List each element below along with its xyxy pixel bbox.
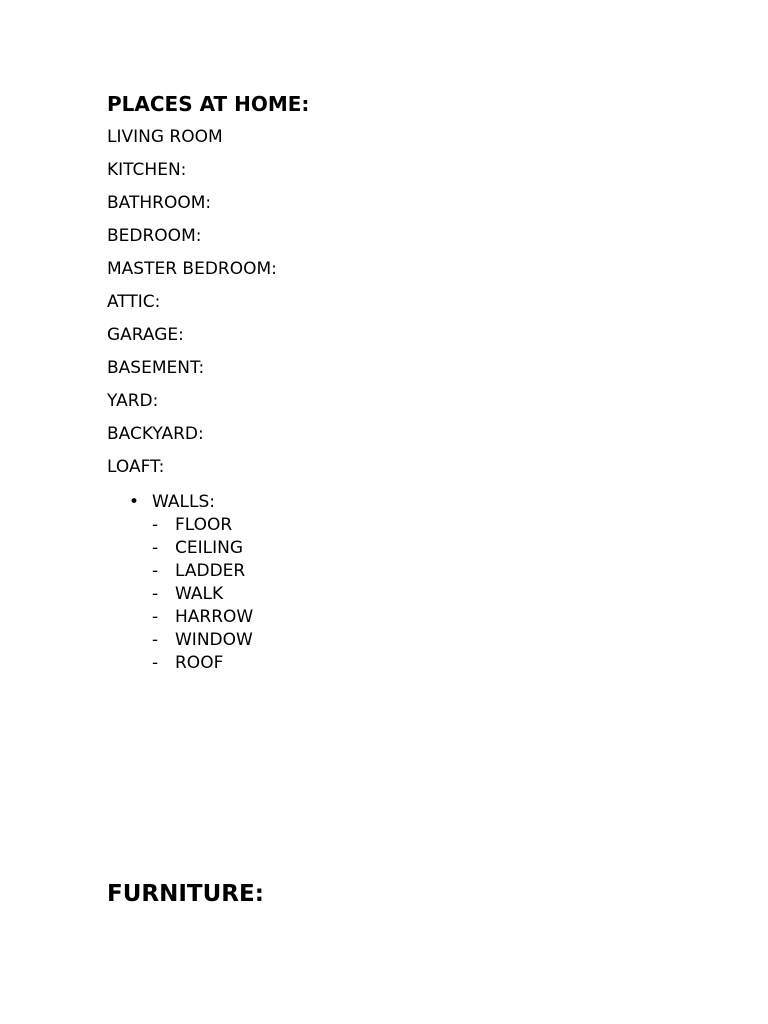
dash-marker: - [152, 515, 159, 535]
dash-marker: - [152, 630, 159, 650]
sub-item-floor [152, 514, 253, 537]
sub-item-label: LADDER [175, 561, 246, 581]
sub-item-label: WINDOW [175, 630, 253, 650]
room-item-bedroom: BEDROOM: [107, 226, 202, 246]
dash-marker: - [152, 561, 159, 581]
dash-marker: - [152, 607, 159, 627]
walls-bullet-list [107, 491, 253, 675]
room-item-backyard: BACKYARD: [107, 424, 204, 444]
furniture-heading: FURNITURE: [107, 881, 264, 907]
sub-item-roof [152, 652, 253, 675]
rooms-list [107, 127, 277, 490]
sub-item-window [152, 629, 253, 652]
dash-marker: - [152, 653, 159, 673]
sub-item-label: FLOOR [175, 515, 233, 535]
sub-item-label: WALK [175, 584, 224, 604]
sub-item-ladder [152, 560, 253, 583]
sub-item-label: ROOF [175, 653, 224, 673]
room-item-living-room: LIVING ROOM [107, 127, 223, 147]
bullet-item-walls [107, 491, 253, 675]
dash-marker: - [152, 538, 159, 558]
dash-marker: - [152, 584, 159, 604]
bullet-label-walls: WALLS: [152, 492, 215, 512]
sub-item-walk [152, 583, 253, 606]
room-item-yard: YARD: [107, 391, 159, 411]
room-item-kitchen: KITCHEN: [107, 160, 187, 180]
room-item-bathroom: BATHROOM: [107, 193, 212, 213]
room-item-attic: ATTIC: [107, 292, 161, 312]
sub-item-harrow [152, 606, 253, 629]
room-item-garage: GARAGE: [107, 325, 184, 345]
bullet-marker: • [129, 492, 140, 512]
places-at-home-heading: PLACES AT HOME: [107, 92, 310, 116]
room-item-master-bedroom: MASTER BEDROOM: [107, 259, 277, 279]
sub-item-label: CEILING [175, 538, 243, 558]
room-item-basement: BASEMENT: [107, 358, 205, 378]
walls-sub-list [152, 514, 253, 675]
room-item-loaft: LOAFT: [107, 457, 165, 477]
sub-item-label: HARROW [175, 607, 254, 627]
sub-item-ceiling [152, 537, 253, 560]
